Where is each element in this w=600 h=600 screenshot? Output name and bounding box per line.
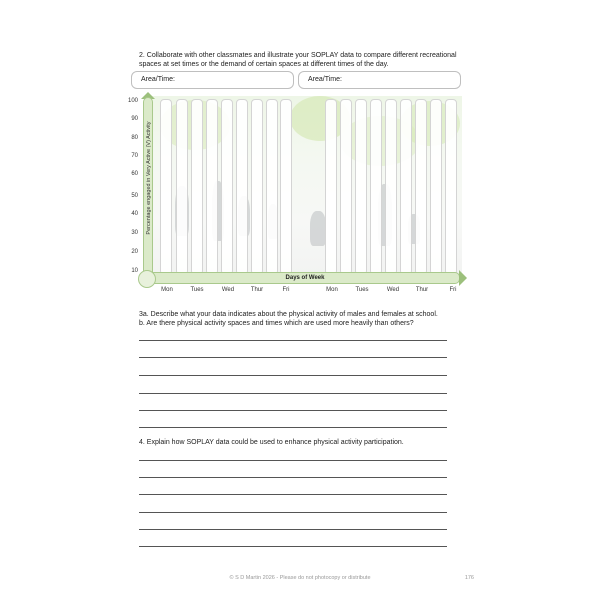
figure-silhouette xyxy=(310,211,326,246)
x-tick-label: Fri xyxy=(449,287,457,293)
bar-column-mon-1[interactable] xyxy=(160,99,172,275)
copyright-footer: © S D Martin 2026 - Please do not photocopy or distribute xyxy=(229,575,371,581)
x-tick-label: Tues xyxy=(355,287,369,293)
bar-column-mon-2[interactable] xyxy=(325,99,337,275)
y-tick-label: 40 xyxy=(131,211,138,217)
bar-column-mon-2b[interactable] xyxy=(340,99,352,275)
question-2-text: 2. Collaborate with other classmates and illustrate your SOPLAY data to compare different recreational spaces at set times or the demand of certain spaces at different times of the day. xyxy=(139,52,457,68)
answer-line-q3[interactable] xyxy=(139,357,447,358)
question-3b-text: b. Are there physical activity spaces and times which are used more heavily than others? xyxy=(139,320,414,327)
question-3a-text: 3a. Describe what your data indicates about the physical activity of males and females at school. xyxy=(139,311,438,318)
bar-column-mon-1b[interactable] xyxy=(176,99,188,275)
x-axis-arrow xyxy=(459,270,467,286)
y-tick-label: 90 xyxy=(131,116,138,122)
bar-column-thur-1b[interactable] xyxy=(266,99,278,275)
bar-column-wed-2[interactable] xyxy=(385,99,397,275)
answer-line-q3[interactable] xyxy=(139,340,447,341)
answer-line-q4[interactable] xyxy=(139,494,447,495)
y-tick-label: 10 xyxy=(131,268,138,274)
bar-column-tues-2[interactable] xyxy=(355,99,367,275)
answer-line-q4[interactable] xyxy=(139,546,447,547)
bar-column-fri-2[interactable] xyxy=(445,99,457,275)
bar-column-fri-1[interactable] xyxy=(280,99,292,275)
bar-column-tues-1b[interactable] xyxy=(206,99,218,275)
answer-line-q4[interactable] xyxy=(139,460,447,461)
question-3-text xyxy=(139,310,469,328)
answer-line-q3[interactable] xyxy=(139,427,447,428)
y-tick-label: 70 xyxy=(131,153,138,159)
area-time-field-left[interactable]: Area/Time: xyxy=(131,71,294,89)
answer-line-q4[interactable] xyxy=(139,529,447,530)
y-tick-label: 100 xyxy=(127,98,138,104)
bar-column-thur-2[interactable] xyxy=(415,99,427,275)
y-tick-label: 30 xyxy=(131,230,138,236)
bar-column-thur-1[interactable] xyxy=(251,99,263,275)
bar-column-wed-2b[interactable] xyxy=(400,99,412,275)
y-axis-label: Percentage engaged in Very Active (V) Activity xyxy=(146,121,152,235)
answer-line-q3[interactable] xyxy=(139,393,447,394)
bar-column-wed-1b[interactable] xyxy=(236,99,248,275)
x-tick-label: Wed xyxy=(221,287,235,293)
x-tick-label: Fri xyxy=(282,287,290,293)
x-tick-label: Mon xyxy=(326,287,338,293)
y-tick-label: 80 xyxy=(131,135,138,141)
question-4-text: 4. Explain how SOPLAY data could be used to enhance physical activity participation. xyxy=(139,439,404,446)
x-axis-label: Days of Week xyxy=(285,275,325,281)
bar-column-thur-2b[interactable] xyxy=(430,99,442,275)
x-tick-label: Tues xyxy=(190,287,204,293)
x-tick-label: Wed xyxy=(386,287,400,293)
answer-line-q3[interactable] xyxy=(139,375,447,376)
x-tick-label: Thur xyxy=(415,287,429,293)
y-tick-label: 60 xyxy=(131,171,138,177)
y-tick-label: 20 xyxy=(131,249,138,255)
answer-line-q3[interactable] xyxy=(139,410,447,411)
y-tick-label: 50 xyxy=(131,193,138,199)
bar-column-tues-1[interactable] xyxy=(191,99,203,275)
x-tick-label: Thur xyxy=(250,287,264,293)
bar-column-tues-2b[interactable] xyxy=(370,99,382,275)
bar-column-wed-1[interactable] xyxy=(221,99,233,275)
x-tick-label: Mon xyxy=(161,287,173,293)
answer-line-q4[interactable] xyxy=(139,512,447,513)
area-time-field-right[interactable]: Area/Time: xyxy=(298,71,461,89)
answer-line-q4[interactable] xyxy=(139,477,447,478)
page-number: 176 xyxy=(464,575,474,581)
